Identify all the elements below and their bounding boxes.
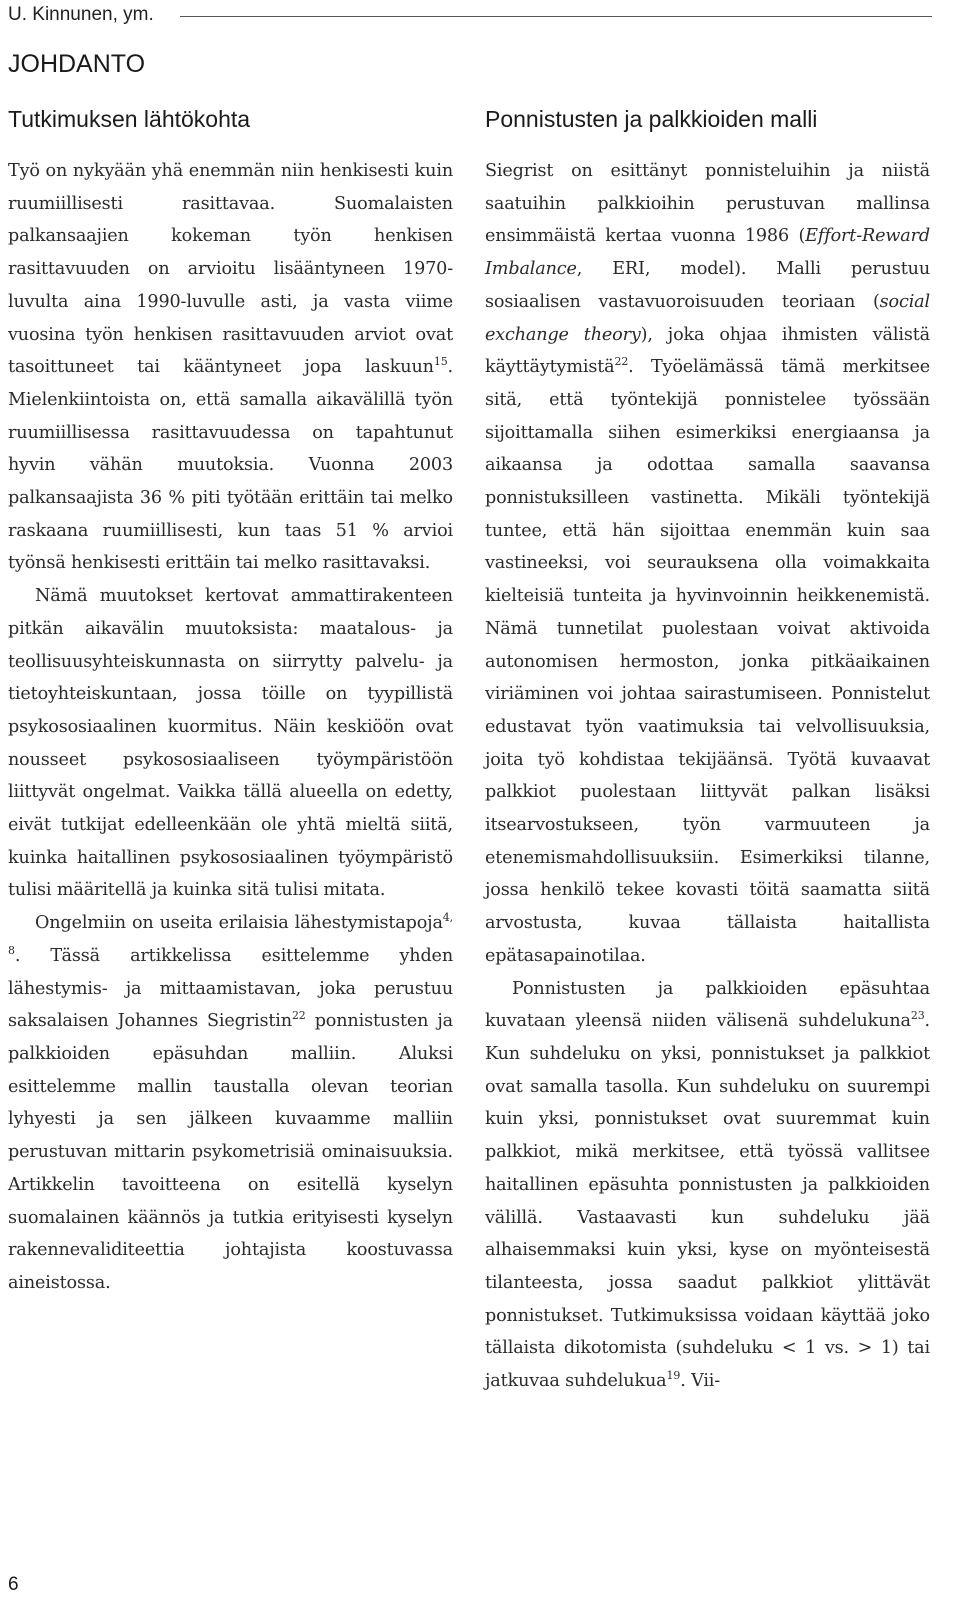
citation: 22	[614, 355, 629, 369]
emphasis: social exchange theory	[485, 291, 930, 345]
paragraph-2: Ponnistusten ja palkkioiden epäsuhtaa kuvataan yleensä niiden välisenä suhdelukuna$^{23}$. Kun suhdeluku on yksi, ponnistukset ja palkkiot ovat samalla tasolla. Kun suhdeluku on suurempi kuin yksi, ponnistukset ovat suuremmat kuin palkkiot, mikä merkitsee, että työssä vallitsee haitallinen epäsuhta ponnistusten ja palkkioiden välillä. Vastaavasti kun suhdeluku jää alhaisemmaksi kuin yksi, kyse on myönteisestä tilanteesta, jossa saadut palkkiot ylittävät ponnistukset. Tutkimuksissa voidaan käyttää joko tällaista dikotomista (suhdeluku < 1 vs. > 1) tai jatkuvaa suhdelukua$^{19}$. Vii-	[485, 978, 930, 1392]
citation: 19	[666, 1369, 681, 1383]
paragraph-1: Työ on nykyään yhä enemmän niin henkisesti kuin ruumiillisesti rasittavaa. Suomalaisten palkansaajien kokeman työn henkisen rasittavuuden on arvioitu lisääntyneen 1970-luvulta aina 1990-luvulle asti, ja vasta viime vuosina työn henkisen rasittavuuden arviot ovat tasoittuneet tai kääntyneet jopa laskuun$^{15}$. Mielenkiintoista on, että samalla aikavälillä työn ruumiillisessa rasittavuudessa on tapahtunut hyvin vähän muutoksia. Vuonna 2003 palkansaajista 36 % piti työtään erittäin tai melko raskaana ruumiillisesti, kun taas 51 % arvioi työnsä henkisesti erittäin tai melko rasittavaksi.	[8, 161, 453, 574]
citation: 15	[433, 355, 448, 369]
running-header	[8, 4, 932, 26]
right-body-text	[485, 155, 930, 1398]
running-header-author: U. Kinnunen, ym.	[8, 4, 154, 25]
header-rule	[180, 16, 932, 17]
paragraph-3: Ongelmiin on useita erilaisia lähestymistapoja$^{4, 8}$. Tässä artikkelissa esittelemme yhden lähestymis- ja mittaamistavan, joka perustuu saksalaisen Johannes Siegristin$^{22}$ ponnistusten ja palkkioiden epäsuhdan malliin. Aluksi esittelemme mallin taustalla olevan teorian lyhyesti ja sen jälkeen kuvaamme malliin perustuvan mittarin psykometrisiä ominaisuuksia. Artikkelin tavoitteena on esitellä kyselyn suomalainen käännös ja tutkia erityisesti kyselyn rakennevaliditeettia johtajista koostuvassa aineistossa.	[8, 911, 453, 1293]
left-body-text	[8, 155, 453, 1300]
page-number: 6	[8, 1574, 19, 1595]
subsection-title-left: Tutkimuksen lähtökohta	[8, 106, 251, 132]
subsection-title-right: Ponnistusten ja palkkioiden malli	[485, 106, 818, 132]
paragraph-2: Nämä muutokset kertovat ammattirakenteen pitkän aikavälin muutoksista: maatalous- ja teollisuusyhteiskunnasta on siirrytty palvelu- ja tietoyhteiskuntaan, jossa töille on tyypillistä psykososiaalinen kuormitus. Näin keskiöön ovat nousseet psykososiaaliseen työympäristöön liittyvät ongelmat. Vaikka tällä alueella on edetty, eivät tutkijat edelleenkään ole yhtä mieltä siitä, kuinka haitallinen psykososiaalinen työympäristö tulisi määritellä ja kuinka sitä tulisi mitata.	[8, 586, 453, 901]
citation: 22	[291, 1009, 306, 1023]
citation: 23	[910, 1009, 925, 1023]
section-title: JOHDANTO	[8, 50, 146, 78]
citation: 4, 8	[8, 911, 453, 958]
paragraph-1: Siegrist on esittänyt ponnisteluihin ja niistä saatuihin palkkioihin perustuvan mallinsa ensimmäistä kertaa vuonna 1986 (Effort-Reward Imbalance, ERI, model). Malli perustuu sosiaalisen vastavuoroisuuden teoriaan (social exchange theory), joka ohjaa ihmisten välistä käyttäytymistä$^{22}$. Työelämässä tämä merkitsee sitä, että työntekijä ponnistelee työssään sijoittamalla siihen esimerkiksi energiaansa ja aikaansa ja odottaa samalla saavansa ponnistuksilleen vastinetta. Mikäli työntekijä tuntee, että hän sijoittaa enemmän kuin saa vastineeksi, voi seurauksena olla voimakkaita kielteisiä tunteita ja hyvinvoinnin heikkenemistä. Nämä tunnetilat puolestaan voivat aktivoida autonomisen hermoston, jonka pitkäaikainen viriäminen voi johtaa sairastumiseen. Ponnistelut edustavat työn vaatimuksia tai velvollisuuksia, joita työ kohdistaa tekijäänsä. Työtä kuvaavat palkkiot puolestaan liittyvät palkan lisäksi itsearvostukseen, työn varmuuteen ja etenemismahdollisuuksiin. Esimerkiksi tilanne, jossa henkilö tekee kovasti töitä saamatta siitä arvostusta, kuvaa tällaista haitallista epätasapainotilaa.	[485, 161, 930, 966]
emphasis: Effort-Reward Imbalance	[485, 226, 930, 280]
